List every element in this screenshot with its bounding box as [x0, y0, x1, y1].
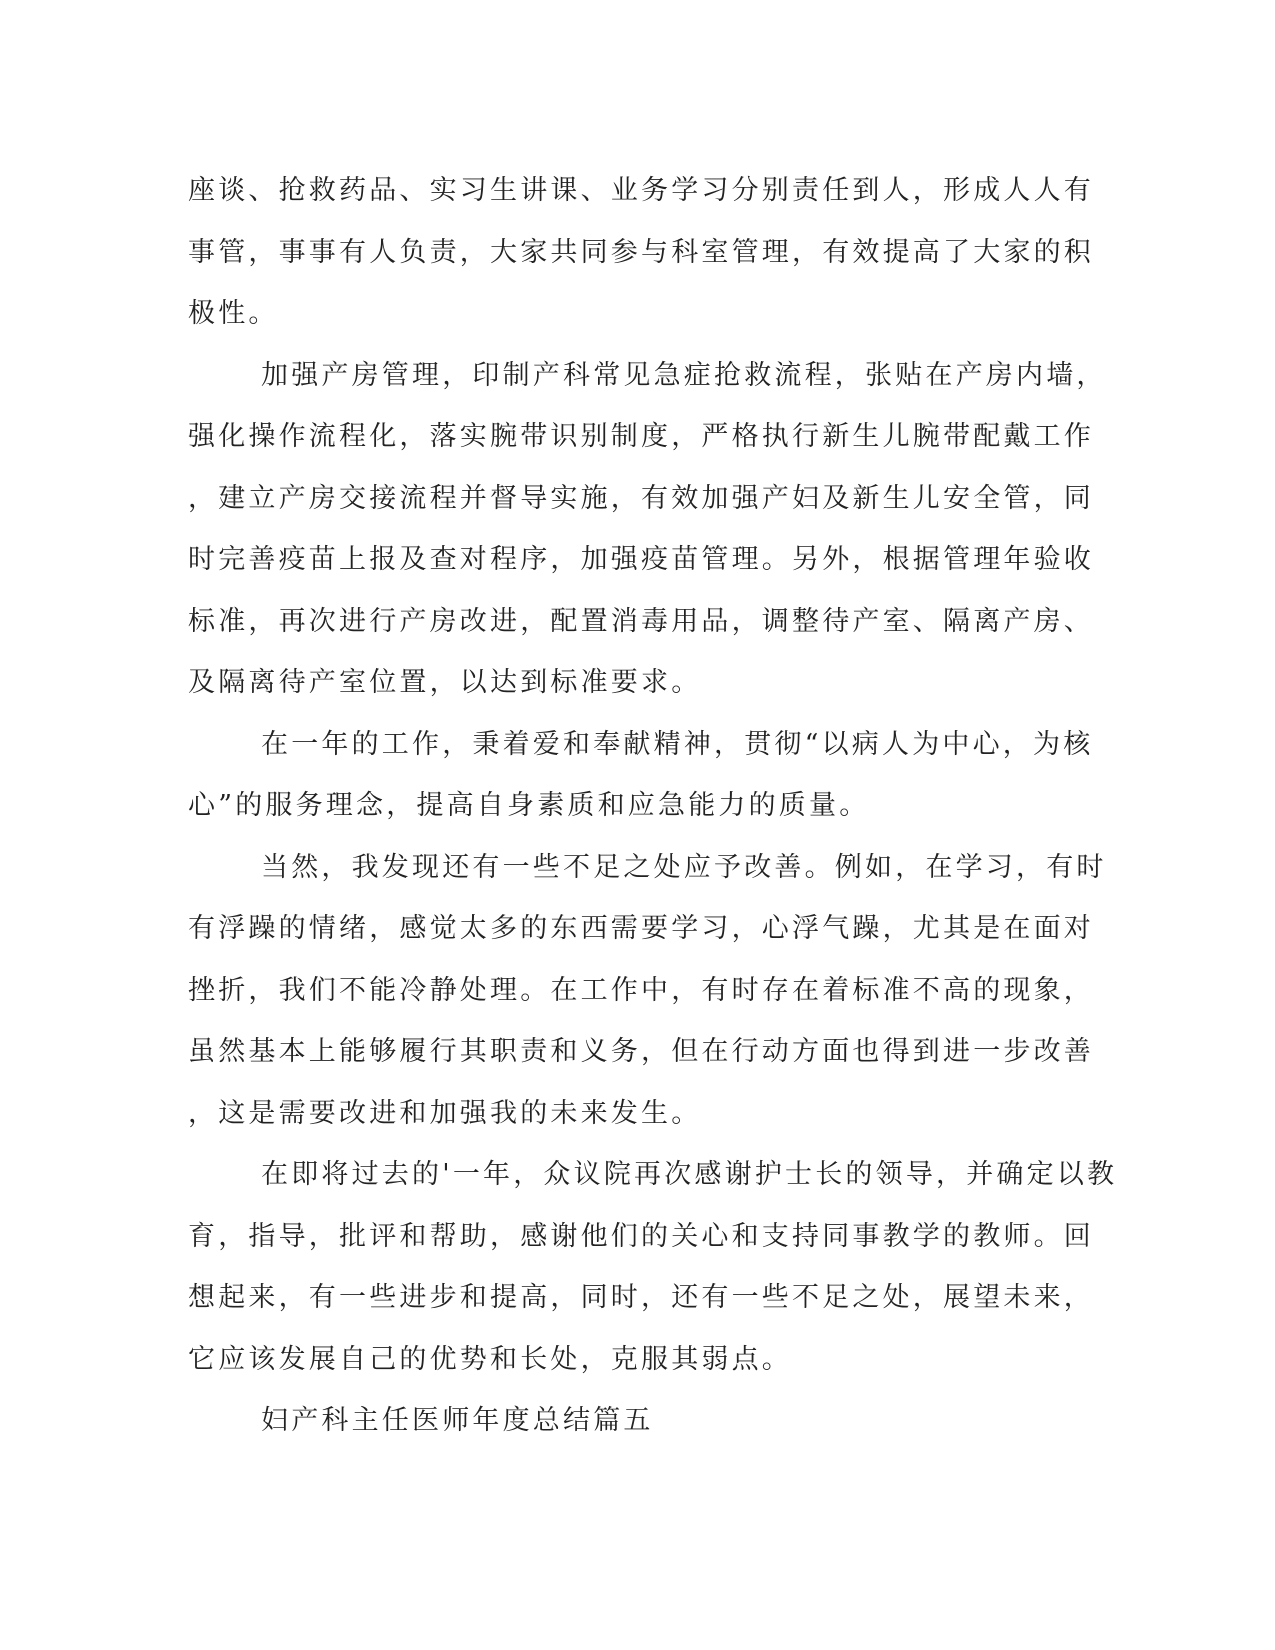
paragraph-start-line: 在一年的工作，秉着爱和奉献精神，贯彻“以病人为中心，为核 [261, 728, 1094, 760]
section-heading: 妇产科主任医师年度总结篇五 [261, 1405, 654, 1436]
text-line: 极性。 [188, 298, 279, 329]
text-line: 育，指导，批评和帮助，感谢他们的关心和支持同事教学的教师。回 [188, 1220, 1094, 1252]
text-line: ，建立产房交接流程并督导实施，有效加强产妇及新生儿安全管，同 [188, 482, 1094, 514]
text-line: 它应该发展自己的优势和长处，克服其弱点。 [188, 1343, 792, 1375]
text-line: 事管，事事有人负责，大家共同参与科室管理，有效提高了大家的积 [188, 236, 1094, 268]
text-line: 有浮躁的情绪，感觉太多的东西需要学习，心浮气躁，尤其是在面对 [188, 913, 1094, 944]
text-line: ，这是需要改进和加强我的未来发生。 [188, 1097, 702, 1129]
text-line: 强化操作流程化，落实腕带识别制度，严格执行新生儿腕带配戴工作 [188, 421, 1094, 452]
document-body [188, 160, 1118, 1452]
text-line: 想起来，有一些进步和提高，同时，还有一些不足之处，展望未来， [188, 1282, 1094, 1313]
paragraph-start-line: 加强产房管理，印制产科常见急症抢救流程，张贴在产房内墙， [261, 359, 1107, 391]
text-line: 座谈、抢救药品、实习生讲课、业务学习分别责任到人，形成人人有 [188, 175, 1094, 206]
text-line: 标准，再次进行产房改进，配置消毒用品，调整待产室、隔离产房、 [188, 605, 1094, 637]
text-line: 心”的服务理念，提高自身素质和应急能力的质量。 [188, 790, 870, 821]
text-line: 及隔离待产室位置，以达到标准要求。 [188, 667, 702, 698]
text-line: 时完善疫苗上报及查对程序，加强疫苗管理。另外，根据管理年验收 [188, 544, 1094, 575]
text-line: 挫折，我们不能冷静处理。在工作中，有时存在着标准不高的现象， [188, 974, 1094, 1006]
paragraph-start-line: 在即将过去的'一年，众议院再次感谢护士长的领导，并确定以教 [261, 1159, 1118, 1190]
paragraph-start-line: 当然，我发现还有一些不足之处应予改善。例如，在学习，有时 [261, 851, 1107, 883]
text-line: 虽然基本上能够履行其职责和义务，但在行动方面也得到进一步改善 [188, 1036, 1094, 1067]
